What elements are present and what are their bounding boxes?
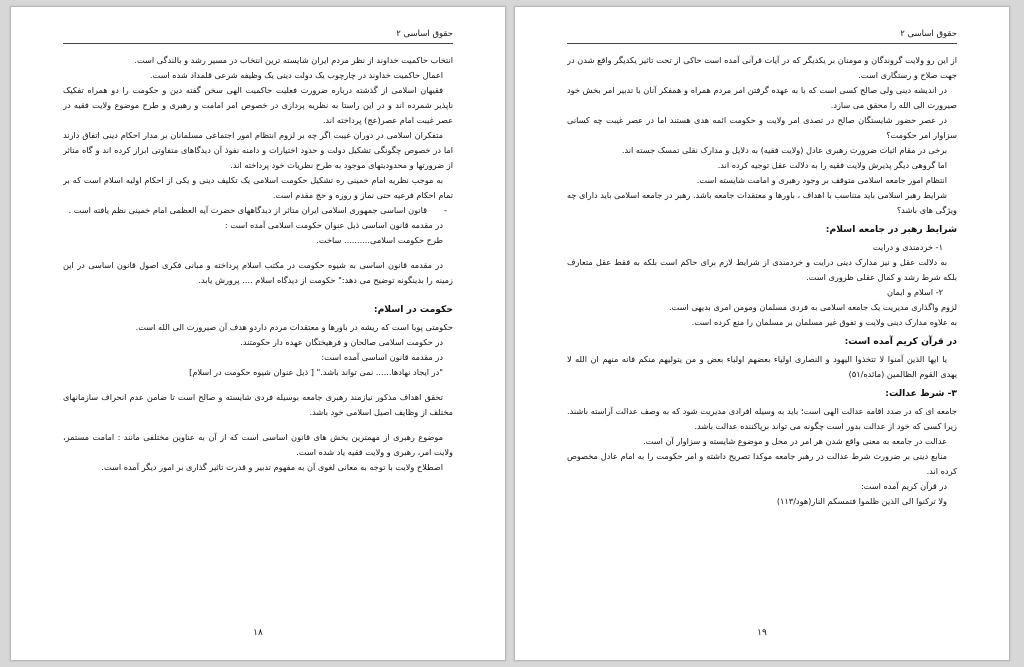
page-body [63, 53, 453, 620]
paragraph: تحقق اهداف مذکور نیازمند رهبری جامعه بوسیله فردی شایسته و صالح است تا ضامن عدم انحراف سازمانهای مختلف از وظایف اصیل اسلامی خود باشد. [63, 392, 453, 417]
bullet-item: - قانون اساسی جمهوری اسلامی ایران متاثر از دیدگاههای حضرت آیه العظمی امام خمینی نظم یافته است . [68, 205, 447, 215]
paragraph: لزوم واگذاری مدیریت یک جامعه اسلامی به فردی مسلمان ومومن امری بدیهی است. [668, 302, 957, 312]
page-header: حقوق اساسی ۲ [567, 29, 957, 44]
paragraph: از این رو ولایت گروندگان و مومنان بر یکدیگر که در آیات قرآنی آمده است حاکی از تحت تاثیر یکدیگر واقع شدن در جهت صلاح و رستگاری است. [567, 55, 957, 80]
paragraph: در اندیشه دینی ولی صالح کسی است که با به عهده گرفتن امر مردم همراه و همفکر آنان با تدبیر امر بخش خود صیرورت الی الله را محقق می سازد. [567, 85, 957, 110]
paragraph: در مقدمه قانون اساسی آمده است: [321, 352, 443, 362]
paragraph: انتخاب حاکمیت خداوند از نظر مردم ایران شایسته ترین انتخاب در مسیر رشد و بالندگی است. [134, 55, 453, 65]
paragraph: طرح حکومت اسلامی.......... ساخت. [316, 235, 443, 245]
paragraph: در مقدمه قانون اساسی ذیل عنوان حکومت اسلامی آمده است : [224, 220, 443, 230]
paragraph: در عصر حضور شایستگان صالح در تصدی امر ولایت و حکومت ائمه هدی هستند اما در عصر غیبت چه کسانی سزاوار امر حکومت؟ [567, 115, 957, 140]
paragraph: به موجب نظریه امام خمینی ره تشکیل حکومت اسلامی یک تکلیف دینی و یکی از احکام اولیه اسلام است که بر تمام احکام فرعیه حتی نماز و روزه و حج مقدم است. [63, 175, 453, 200]
paragraph: موضوع رهبری از مهمترین بخش های قانون اساسی است که از آن به عناوین مختلفی مانند : امامت مستمر، ولایت امر، رهبری و ولایت فقیه یاد شده است. [63, 432, 453, 457]
paragraph: "در ایجاد نهادها...... نمی تواند باشد." [ ذیل عنوان شیوه حکومت در اسلام] [189, 367, 443, 377]
page-number: ۱۸ [253, 628, 263, 638]
paragraph: اصطلاح ولایت با توجه به معانی لغوی آن به مفهوم تدبیر و قدرت تاثیر گذاری بر امور دیگر آمده است. [101, 462, 443, 472]
list-heading: ۱- خردمندی و درایت [872, 242, 943, 252]
paragraph: به علاوه مدارک دینی ولایت و تفوق غیر مسلمان بر مسلمان را منع کرده است. [691, 317, 957, 327]
paragraph: در مقدمه قانون اساسی به شیوه حکومت در مکتب اسلام پرداخته و مبانی فکری اصول قانون اساسی در این زمینه را بدینگونه توضیح می دهد:" حکومت از دیدگاه اسلام .... پرورش یابد. [63, 260, 453, 285]
section-heading: حکومت در اسلام: [373, 304, 453, 315]
section-heading: ۳- شرط عدالت: [885, 388, 957, 399]
paragraph: اما گروهی دیگر پذیرش ولایت فقیه را به دلالت عقل توجیه کرده اند. [717, 160, 947, 170]
paragraph: عدالت در جامعه به معنی واقع شدن هر امر در محل و موضوع شایسته و سزاوار آن است. [643, 436, 947, 446]
paragraph: در قرآن کریم آمده است: [860, 481, 947, 491]
paragraph: فقیهان اسلامی از گذشته درباره ضرورت فعلیت حاکمیت الهی سخن گفته دین و حکومت را دو همراه تفکیک ناپذیر شمرده اند و در این راستا به نظریه پردازی در خصوص امر امامت و رهبری و طرح موضوع ولایت فقیه در عصر غیبت امام عصر(عج) پرداخته اند. [63, 85, 453, 125]
paragraph: حکومتی پویا است که ریشه در باورها و معتقدات مردم داردو هدف آن صیرورت الی الله است. [135, 322, 453, 332]
section-heading: در قرآن کریم آمده است: [844, 336, 957, 347]
list-heading: ۲- اسلام و ایمان [886, 287, 943, 297]
page-19 [514, 6, 1010, 661]
quran-verse: یا ایها الذین آمنوا لا تتخذوا الیهود و النصاری اولیاء بعضهم اولیاء بعض و من یتولیهم منکم فانه منهم ان الله لا یهدی القوم الظالمین (مائده/۵۱) [567, 354, 957, 379]
page-18 [10, 6, 506, 661]
paragraph: جامعه ای که در صدد اقامه عدالت الهی است؛ باید به وسیله افرادی مدیریت شود که به وصف عدالت آراسته باشند. زیرا کسی که خود از عدالت بدور است چگونه می تواند برپاکننده عدالت باشد. [567, 406, 957, 431]
page-header: حقوق اساسی ۲ [63, 29, 453, 44]
paragraph: برخی در مقام اثبات ضرورت رهبری عادل (ولایت فقیه) به دلایل و مدارک نقلی تمسک جسته اند. [621, 145, 947, 155]
paragraph: به دلالت عقل و نیز مدارک دینی درایت و خردمندی از شرایط لازم برای حاکم است بلکه به فقط عقل متعارف بلکه شرط رشد و کمال عقلی ظروری است. [567, 257, 957, 282]
page-number: ۱۹ [757, 628, 767, 638]
paragraph: متفکران اسلامی در دوران غیبت اگر چه بر لزوم انتظام امور اجتماعی مسلمانان بر مدار احکام دینی اتفاق دارند اما در خصوص چگونگی تشکیل دولت و حدود اختیارات و دامنه نفوذ آن دیدگاهای متفاوتی ابراز کرده اند و گاه متاثر از ضرورتها و محدودیتهای موجود به طرح نظریات خود پرداخته اند. [63, 130, 453, 170]
page-body [567, 53, 957, 620]
paragraph: در حکومت اسلامی صالحان و فرهیختگان عهده دار حکومتند. [240, 337, 443, 347]
quran-verse: ولا ترکنوا الی الذین ظلموا فتمسکم النار(هود/۱۱۳) [776, 496, 947, 506]
paragraph: منابع دینی بر ضرورت شرط عدالت در رهبر جامعه موکدا تصریح داشته و امر حکومت را به امام عادل مخصوص کرده اند. [567, 451, 957, 476]
paragraph: انتظام امور جامعه اسلامی متوقف بر وجود رهبری و امامت شایسته است. [696, 175, 947, 185]
paragraph: شرایط رهبر اسلامی باید متناسب با اهداف ، باورها و معتقدات جامعه باشد. رهبر در جامعه اسلامی باید دارای چه ویژگی های باشد؟ [567, 190, 957, 215]
section-heading: شرایط رهبر در جامعه اسلام: [825, 224, 957, 235]
paragraph: اعمال حاکمیت خداوند در چارچوب یک دولت دینی یک وظیفه شرعی قلمداد شده است. [149, 70, 443, 80]
